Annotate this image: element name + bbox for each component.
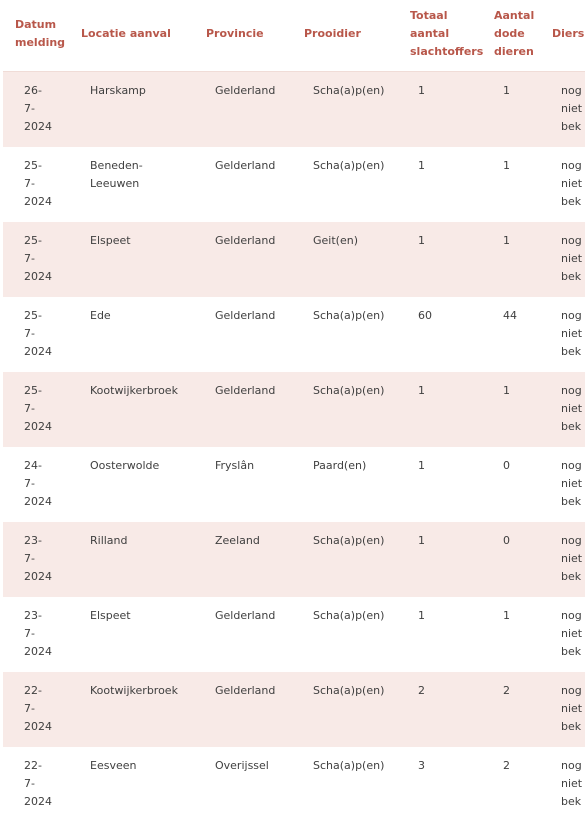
header-date[interactable] xyxy=(15,16,65,52)
prey-cell: Scha(a)p(en) xyxy=(313,534,385,547)
extra-part: bek xyxy=(561,120,582,133)
date-part: 24- xyxy=(24,459,42,472)
extra-cell xyxy=(561,307,585,361)
total-victims-cell: 3 xyxy=(418,759,425,772)
text-line: Leeuwen xyxy=(90,177,140,190)
extra-part: bek xyxy=(561,645,582,658)
extra-part: niet xyxy=(561,702,583,715)
date-part: 2024 xyxy=(24,120,52,133)
location-cell: Kootwijkerbroek xyxy=(90,684,178,697)
extra-part: bek xyxy=(561,720,582,733)
prey-cell: Scha(a)p(en) xyxy=(313,684,385,697)
location-cell: Ede xyxy=(90,309,111,322)
date-part: 2024 xyxy=(24,495,52,508)
extra-cell xyxy=(561,457,585,511)
date-part: 25- xyxy=(24,234,42,247)
location-cell: Elspeet xyxy=(90,609,131,622)
table-row xyxy=(3,597,585,672)
date-part: 7- xyxy=(24,627,35,640)
extra-part: nog xyxy=(561,384,582,397)
province-cell: Gelderland xyxy=(215,234,276,247)
extra-part: bek xyxy=(561,495,582,508)
table-row xyxy=(3,222,585,297)
date-part: 7- xyxy=(24,177,35,190)
extra-part: nog xyxy=(561,684,582,697)
prey-cell: Scha(a)p(en) xyxy=(313,84,385,97)
header-dead-animals[interactable] xyxy=(494,7,544,61)
total-victims-cell: 1 xyxy=(418,159,425,172)
date-part: 2024 xyxy=(24,420,52,433)
dead-animals-cell: 44 xyxy=(503,309,517,322)
table-row xyxy=(3,747,585,822)
header-total-line-3: slachtoffers xyxy=(410,45,484,58)
province-cell: Overijssel xyxy=(215,759,269,772)
prey-cell: Scha(a)p(en) xyxy=(313,759,385,772)
province-cell: Gelderland xyxy=(215,384,276,397)
date-part: 25- xyxy=(24,384,42,397)
total-victims-cell: 2 xyxy=(418,684,425,697)
total-victims-cell: 1 xyxy=(418,384,425,397)
date-part: 2024 xyxy=(24,195,52,208)
header-date-line-1: Datum xyxy=(15,18,57,31)
table-row xyxy=(3,147,585,222)
location-cell xyxy=(90,157,195,193)
location-cell: Kootwijkerbroek xyxy=(90,384,178,397)
header-dead-line-1: Aantal xyxy=(494,9,535,22)
total-victims-cell: 60 xyxy=(418,309,432,322)
header-total-victims[interactable] xyxy=(410,7,490,61)
date-cell xyxy=(24,682,60,736)
dead-animals-cell: 0 xyxy=(503,459,510,472)
location-cell: Elspeet xyxy=(90,234,131,247)
province-cell: Gelderland xyxy=(215,309,276,322)
dead-animals-cell: 1 xyxy=(503,84,510,97)
total-victims-cell: 1 xyxy=(418,234,425,247)
location-cell: Oosterwolde xyxy=(90,459,160,472)
extra-part: bek xyxy=(561,795,582,808)
prey-cell: Scha(a)p(en) xyxy=(313,159,385,172)
table-row xyxy=(3,672,585,747)
extra-part: niet xyxy=(561,402,583,415)
date-part: 7- xyxy=(24,777,35,790)
prey-cell: Scha(a)p(en) xyxy=(313,384,385,397)
text-line: Beneden- xyxy=(90,159,143,172)
date-cell xyxy=(24,607,60,661)
extra-part: nog xyxy=(561,84,582,97)
extra-part: nog xyxy=(561,459,582,472)
extra-part: bek xyxy=(561,570,582,583)
location-cell: Eesveen xyxy=(90,759,137,772)
date-part: 2024 xyxy=(24,645,52,658)
total-victims-cell: 1 xyxy=(418,84,425,97)
header-date-line-2: melding xyxy=(15,36,66,49)
extra-cell xyxy=(561,157,585,211)
extra-part: nog xyxy=(561,609,582,622)
province-cell: Gelderland xyxy=(215,159,276,172)
date-cell xyxy=(24,157,60,211)
header-dead-line-3: dieren xyxy=(494,45,534,58)
extra-cell xyxy=(561,532,585,586)
date-part: 7- xyxy=(24,102,35,115)
province-cell: Fryslân xyxy=(215,459,255,472)
dead-animals-cell: 2 xyxy=(503,684,510,697)
date-part: 2024 xyxy=(24,720,52,733)
date-cell xyxy=(24,757,60,811)
extra-part: bek xyxy=(561,195,582,208)
date-part: 7- xyxy=(24,552,35,565)
extra-part: niet xyxy=(561,777,583,790)
dead-animals-cell: 1 xyxy=(503,159,510,172)
prey-cell: Scha(a)p(en) xyxy=(313,609,385,622)
dead-animals-cell: 1 xyxy=(503,384,510,397)
extra-part: niet xyxy=(561,552,583,565)
table-body xyxy=(3,72,585,822)
date-cell xyxy=(24,532,60,586)
incidents-table xyxy=(3,0,585,822)
extra-part: nog xyxy=(561,309,582,322)
date-part: 25- xyxy=(24,309,42,322)
date-part: 2024 xyxy=(24,795,52,808)
date-cell xyxy=(24,457,60,511)
extra-cell xyxy=(561,382,585,436)
extra-part: niet xyxy=(561,252,583,265)
extra-cell xyxy=(561,682,585,736)
dead-animals-cell: 0 xyxy=(503,534,510,547)
extra-part: nog xyxy=(561,759,582,772)
total-victims-cell: 1 xyxy=(418,459,425,472)
header-location[interactable]: Locatie aanval xyxy=(81,27,171,40)
extra-cell xyxy=(561,607,585,661)
table-row xyxy=(3,72,585,147)
header-prey[interactable]: Prooidier xyxy=(304,27,361,40)
province-cell: Gelderland xyxy=(215,609,276,622)
extra-cell xyxy=(561,757,585,811)
dead-animals-cell: 2 xyxy=(503,759,510,772)
extra-part: nog xyxy=(561,234,582,247)
location-cell: Rilland xyxy=(90,534,128,547)
header-province[interactable]: Provincie xyxy=(206,27,264,40)
date-part: 7- xyxy=(24,327,35,340)
date-part: 2024 xyxy=(24,345,52,358)
extra-part: bek xyxy=(561,420,582,433)
prey-cell: Paard(en) xyxy=(313,459,367,472)
extra-part: niet xyxy=(561,477,583,490)
date-part: 7- xyxy=(24,252,35,265)
header-total-line-2: aantal xyxy=(410,27,450,40)
extra-cell xyxy=(561,82,585,136)
extra-part: niet xyxy=(561,102,583,115)
date-cell xyxy=(24,82,60,136)
province-cell: Gelderland xyxy=(215,84,276,97)
extra-cell xyxy=(561,232,585,286)
date-part: 7- xyxy=(24,477,35,490)
dead-animals-cell: 1 xyxy=(503,609,510,622)
date-part: 22- xyxy=(24,759,42,772)
date-cell xyxy=(24,382,60,436)
date-part: 26- xyxy=(24,84,42,97)
header-total-line-1: Totaal xyxy=(410,9,448,22)
date-part: 23- xyxy=(24,534,42,547)
extra-part: niet xyxy=(561,627,583,640)
location-cell: Harskamp xyxy=(90,84,146,97)
prey-cell: Geit(en) xyxy=(313,234,358,247)
header-extra[interactable]: Diers xyxy=(552,27,585,40)
date-part: 2024 xyxy=(24,270,52,283)
header-dead-line-2: dode xyxy=(494,27,525,40)
total-victims-cell: 1 xyxy=(418,609,425,622)
date-part: 23- xyxy=(24,609,42,622)
extra-part: niet xyxy=(561,177,583,190)
province-cell: Gelderland xyxy=(215,684,276,697)
date-part: 7- xyxy=(24,702,35,715)
table-row xyxy=(3,297,585,372)
dead-animals-cell: 1 xyxy=(503,234,510,247)
extra-part: bek xyxy=(561,270,582,283)
date-part: 22- xyxy=(24,684,42,697)
table-row xyxy=(3,522,585,597)
prey-cell: Scha(a)p(en) xyxy=(313,309,385,322)
date-cell xyxy=(24,307,60,361)
table-row xyxy=(3,447,585,522)
date-cell xyxy=(24,232,60,286)
table-header xyxy=(3,0,585,72)
extra-part: nog xyxy=(561,159,582,172)
province-cell: Zeeland xyxy=(215,534,260,547)
extra-part: niet xyxy=(561,327,583,340)
date-part: 7- xyxy=(24,402,35,415)
date-part: 25- xyxy=(24,159,42,172)
table-row xyxy=(3,372,585,447)
total-victims-cell: 1 xyxy=(418,534,425,547)
extra-part: bek xyxy=(561,345,582,358)
date-part: 2024 xyxy=(24,570,52,583)
extra-part: nog xyxy=(561,534,582,547)
